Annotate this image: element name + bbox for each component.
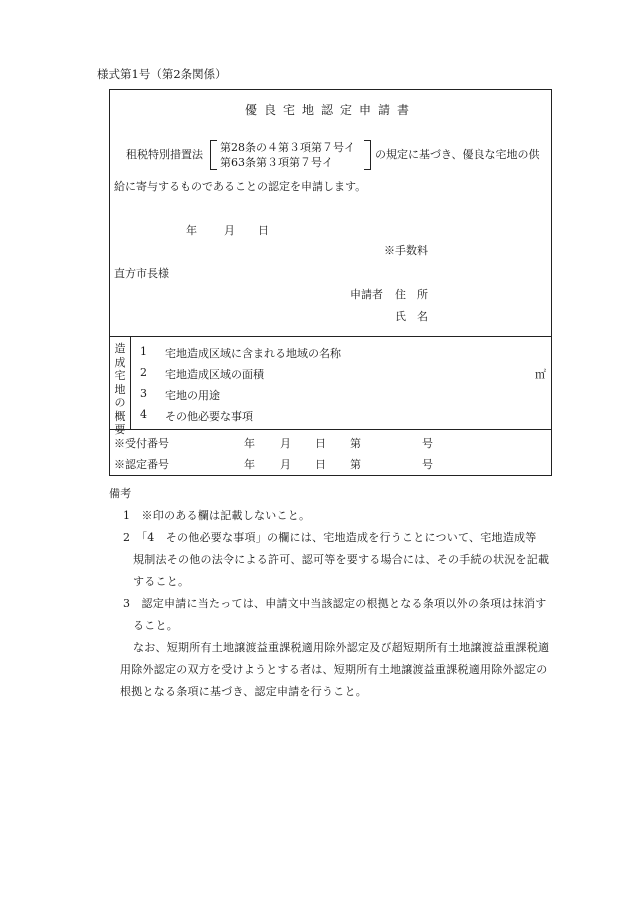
- clause-1: 第28条の４第３項第７号イ: [220, 141, 355, 154]
- certification-number-label: ※認定番号: [114, 458, 169, 471]
- date-year: 年: [186, 224, 197, 237]
- overview-item-4: その他必要な事項: [165, 410, 253, 423]
- certification-dai: 第: [350, 458, 361, 471]
- note-2-line-3: すること。: [133, 575, 190, 588]
- overview-item-1-num: 1: [140, 345, 147, 358]
- intro-line-2: 給に寄与するものであることの認定を申請します。: [114, 180, 367, 193]
- applicant-name-label: 氏 名: [395, 310, 428, 323]
- receipt-year: 年: [244, 437, 255, 450]
- note-3-line-5: 根拠となる条項に基づき、認定申請を行うこと。: [120, 685, 368, 698]
- certification-day: 日: [315, 458, 326, 471]
- receipt-dai: 第: [350, 437, 361, 450]
- overview-item-3-num: 3: [140, 387, 147, 400]
- note-3-line-3: なお、短期所有土地譲渡益重課税適用除外認定及び超短期所有土地譲渡益重課税適: [133, 641, 550, 654]
- clause-2: 第63条第３項第７号イ: [220, 156, 333, 169]
- fee-label: ※手数料: [384, 244, 428, 257]
- form-number-label: 様式第1号（第2条関係）: [97, 67, 227, 81]
- applicant-label: 申請者: [350, 288, 383, 301]
- certification-year: 年: [244, 458, 255, 471]
- note-3-line-4: 用除外認定の双方を受けようとする者は、短期所有土地譲渡益重課税適用除外認定の: [120, 663, 548, 676]
- certification-go: 号: [422, 458, 433, 471]
- overview-item-2: 宅地造成区域の面積: [165, 368, 264, 381]
- overview-vertical-label: 造成宅地の概要: [114, 342, 126, 436]
- overview-item-1: 宅地造成区域に含まれる地域の名称: [165, 347, 341, 360]
- note-1: 1 ※印のある欄は記載しないこと。: [123, 509, 311, 522]
- right-bracket: [364, 140, 371, 170]
- application-form: [109, 89, 552, 476]
- date-day: 日: [258, 224, 269, 237]
- notes-heading: 備考: [109, 487, 132, 500]
- form-title: 優良宅地認定申請書: [244, 103, 416, 117]
- note-3-line-2: ること。: [133, 619, 178, 632]
- certification-month: 月: [280, 458, 291, 471]
- receipt-day: 日: [315, 437, 326, 450]
- overview-item-4-num: 4: [140, 408, 147, 421]
- overview-item-3: 宅地の用途: [165, 389, 220, 402]
- applicant-address-label: 住 所: [395, 288, 428, 301]
- divider-overview: [110, 336, 551, 337]
- law-name: 租税特別措置法: [126, 148, 203, 161]
- intro-continuation: の規定に基づき、優良な宅地の供: [375, 148, 540, 161]
- divider-receipt: [110, 429, 551, 430]
- receipt-month: 月: [280, 437, 291, 450]
- addressee: 直方市長様: [114, 267, 169, 280]
- left-bracket: [210, 140, 217, 170]
- date-month: 月: [224, 224, 235, 237]
- receipt-go: 号: [422, 437, 433, 450]
- area-unit: ㎡: [535, 368, 546, 381]
- receipt-number-label: ※受付番号: [114, 437, 169, 450]
- overview-label-divider: [130, 336, 131, 429]
- note-3-line-1: 3 認定申請に当たっては、申請文中当該認定の根拠となる条項以外の条項は抹消す: [123, 597, 547, 610]
- overview-item-2-num: 2: [140, 366, 147, 379]
- note-2-line-2: 規制法その他の法令による許可、認可等を要する場合には、その手続の状況を記載: [133, 553, 550, 566]
- note-2-line-1: 2 「4 その他必要な事項」の欄には、宅地造成を行うことについて、宅地造成等: [123, 531, 537, 544]
